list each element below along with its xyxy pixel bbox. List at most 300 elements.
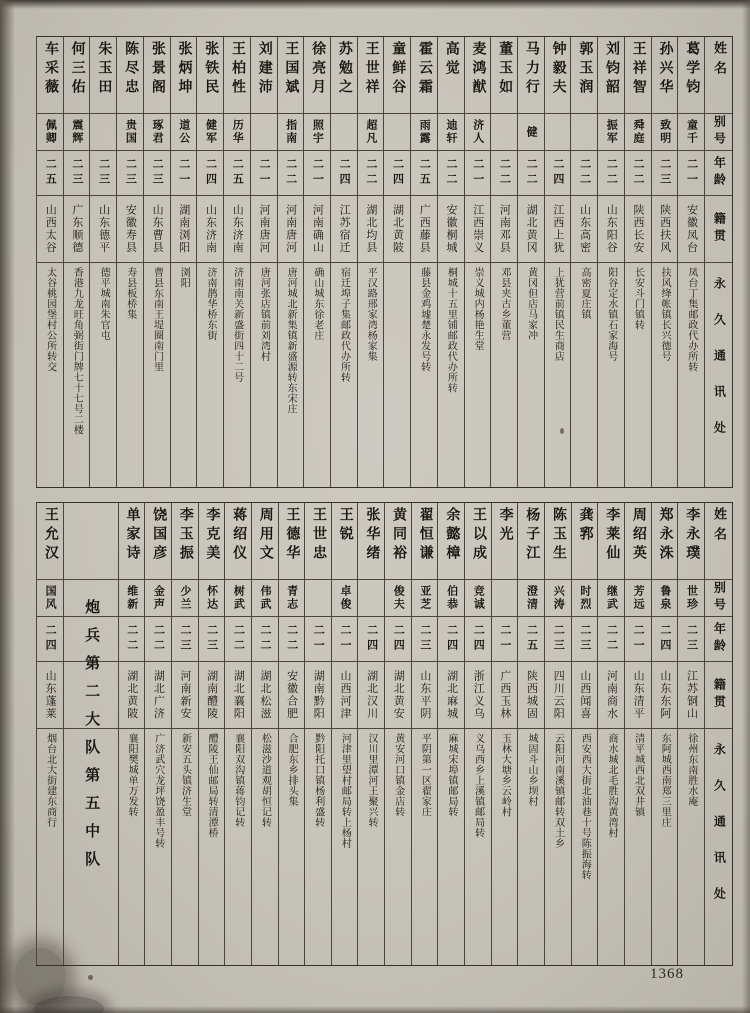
- person-address: 义乌西乡上溪镇邮局转: [472, 733, 484, 838]
- field-label-native-cell: [705, 196, 732, 263]
- native-place-cell: [278, 196, 304, 263]
- person-address: 德平城南朱官屯: [98, 267, 110, 341]
- person-native-place: 江西崇义: [471, 204, 484, 254]
- person-age: 二五: [525, 624, 538, 654]
- name-cell: [438, 37, 464, 114]
- address-cell: [199, 729, 225, 965]
- person-age: 二三: [578, 624, 591, 654]
- person-address: 济南南关新盛街四十二号: [231, 267, 243, 383]
- person-age: 二二: [498, 158, 511, 188]
- field-label-address: 永久通讯处: [712, 743, 727, 923]
- register-column: [517, 37, 544, 487]
- address-cell: [572, 729, 598, 965]
- person-name: 黄同裕: [391, 507, 406, 564]
- person-address: 商水城北毛胜沟黄湾村: [605, 733, 617, 838]
- person-alias: 指南: [284, 119, 297, 145]
- person-alias: 国风: [44, 585, 57, 611]
- ink-speck: [88, 975, 93, 980]
- person-age: 二四: [658, 624, 671, 654]
- person-address: 烟台北大街建东商行: [44, 733, 56, 828]
- field-label-alias-cell: [705, 114, 732, 151]
- person-native-place: 安徽凤台: [685, 204, 698, 254]
- age-cell: [438, 617, 464, 662]
- address-cell: [90, 263, 116, 487]
- person-name: 李光: [497, 507, 513, 545]
- age-cell: [358, 151, 384, 196]
- name-cell: [491, 37, 517, 114]
- unit-designation-column: [63, 503, 118, 965]
- person-address: 麻城宋埠镇邮局转: [446, 733, 458, 817]
- person-native-place: 湖北均县: [364, 204, 377, 254]
- age-cell: [598, 151, 624, 196]
- address-cell: [571, 263, 597, 487]
- alias-cell: [491, 114, 517, 151]
- age-cell: [37, 617, 63, 662]
- native-place-cell: [411, 196, 437, 263]
- person-name: 郭玉润: [577, 41, 593, 98]
- name-cell: [278, 37, 304, 114]
- address-cell: [545, 729, 571, 965]
- register-column: [517, 503, 544, 965]
- register-column: [224, 503, 251, 965]
- register-column: [571, 503, 598, 965]
- name-cell: [171, 37, 197, 114]
- native-place-cell: [145, 662, 171, 729]
- bottom-register-table: [36, 502, 733, 966]
- address-cell: [305, 729, 331, 965]
- person-age: 二三: [151, 158, 164, 188]
- register-column: [36, 503, 63, 965]
- field-label-name-cell: [705, 37, 732, 114]
- person-age: 二三: [179, 624, 192, 654]
- name-cell: [144, 37, 170, 114]
- person-name: 李玉振: [177, 507, 193, 564]
- person-native-place: 河南唐河: [257, 204, 270, 254]
- address-cell: [598, 263, 624, 487]
- person-alias: 超凡: [364, 119, 377, 145]
- native-place-cell: [37, 662, 63, 729]
- person-address: 襄阳双沟镇蒋钧记转: [232, 733, 244, 828]
- person-native-place: 湖北黄安: [392, 670, 405, 720]
- register-column: [251, 503, 278, 965]
- register-column: [357, 503, 384, 965]
- field-label-address: 永久通讯处: [712, 277, 727, 457]
- name-cell: [545, 503, 571, 580]
- person-name: 麦鸿猷: [470, 41, 486, 98]
- person-name: 郑永洙: [657, 507, 673, 564]
- register-column: [303, 37, 330, 487]
- person-name: 王允汉: [42, 507, 58, 564]
- person-alias: 济人: [471, 119, 484, 145]
- person-native-place: 广东顺德: [70, 204, 83, 254]
- person-native-place: 河南商水: [605, 670, 618, 720]
- person-age: 二二: [444, 158, 457, 188]
- field-header-column: [704, 503, 732, 965]
- register-column: [357, 37, 384, 487]
- name-cell: [411, 37, 437, 114]
- person-name: 王世祥: [363, 41, 379, 98]
- name-cell: [305, 503, 331, 580]
- person-alias: 伯恭: [445, 585, 458, 611]
- person-name: 车采薇: [42, 41, 58, 98]
- person-age: 二三: [124, 158, 137, 188]
- age-cell: [518, 617, 544, 662]
- name-cell: [652, 37, 678, 114]
- person-alias: 继武: [605, 585, 618, 611]
- age-cell: [37, 151, 63, 196]
- age-cell: [304, 151, 330, 196]
- alias-cell: [64, 114, 90, 151]
- address-cell: [438, 729, 464, 965]
- register-column: [464, 503, 491, 965]
- person-address: 黄安河口镇金店转: [392, 733, 404, 817]
- register-column: [277, 37, 304, 487]
- alias-cell: [385, 580, 411, 617]
- person-alias: 贵国: [124, 119, 137, 145]
- native-place-cell: [171, 196, 197, 263]
- native-place-cell: [652, 662, 678, 729]
- address-cell: [197, 263, 223, 487]
- person-age: 二二: [525, 158, 538, 188]
- person-age: 二一: [312, 624, 325, 654]
- name-cell: [438, 503, 464, 580]
- address-cell: [545, 263, 571, 487]
- address-cell: [465, 729, 491, 965]
- age-cell: [145, 617, 171, 662]
- age-cell: [225, 617, 251, 662]
- register-column: [330, 37, 357, 487]
- alias-cell: [438, 580, 464, 617]
- native-place-cell: [225, 662, 251, 729]
- age-cell: [251, 151, 277, 196]
- register-column: [118, 503, 145, 965]
- name-cell: [465, 503, 491, 580]
- age-cell: [358, 617, 384, 662]
- native-place-cell: [64, 196, 90, 263]
- person-age: 二一: [311, 158, 324, 188]
- person-address: 浏阳: [178, 267, 190, 288]
- age-cell: [197, 151, 223, 196]
- name-cell: [304, 37, 330, 114]
- alias-cell: [625, 114, 651, 151]
- person-native-place: 安徽合肥: [285, 670, 298, 720]
- person-alias: 振军: [605, 119, 618, 145]
- alias-cell: [304, 114, 330, 151]
- alias-cell: [172, 580, 198, 617]
- native-place-cell: [358, 662, 384, 729]
- name-cell: [225, 503, 251, 580]
- person-name: 刘建沛: [256, 41, 272, 98]
- scan-shadow-right: [742, 0, 750, 1013]
- register-column: [677, 503, 704, 965]
- native-place-cell: [492, 662, 518, 729]
- person-name: 王锐: [337, 507, 353, 545]
- age-cell: [172, 617, 198, 662]
- age-cell: [545, 617, 571, 662]
- age-cell: [385, 617, 411, 662]
- person-alias: 芳远: [632, 585, 645, 611]
- person-address: 高密夏庄镇: [579, 267, 591, 320]
- register-column: [411, 503, 438, 965]
- age-cell: [625, 151, 651, 196]
- alias-cell: [465, 114, 491, 151]
- address-cell: [171, 263, 197, 487]
- name-cell: [492, 503, 518, 580]
- register-column: [144, 503, 171, 965]
- person-native-place: 安徽桐城: [444, 204, 457, 254]
- register-column: [624, 37, 651, 487]
- age-cell: [465, 617, 491, 662]
- native-place-cell: [279, 662, 305, 729]
- address-cell: [412, 729, 438, 965]
- person-address: 桐城十五里铺邮政代办所转: [445, 267, 457, 393]
- person-age: 二五: [44, 158, 57, 188]
- person-native-place: 湖北黄陂: [125, 670, 138, 720]
- age-cell: [144, 151, 170, 196]
- field-label-age-cell: [705, 617, 732, 662]
- name-cell: [465, 37, 491, 114]
- person-alias: 竞诚: [472, 585, 485, 611]
- person-address: 济南鹊华桥东街: [204, 267, 216, 341]
- register-column: [464, 37, 491, 487]
- person-alias: 健: [525, 125, 538, 139]
- person-native-place: 湖北汉川: [365, 670, 378, 720]
- person-alias: 卓俊: [338, 585, 351, 611]
- person-address: 东阿城西南郑三里庄: [659, 733, 671, 828]
- person-native-place: 山东德平: [97, 204, 110, 254]
- person-address: 唐河城北新集镇新盛源转东宋庄: [285, 267, 297, 414]
- name-cell: [224, 37, 250, 114]
- person-alias: 历华: [231, 119, 244, 145]
- age-cell: [465, 151, 491, 196]
- register-column: [143, 37, 170, 487]
- alias-cell: [412, 580, 438, 617]
- register-column: [597, 503, 624, 965]
- name-cell: [37, 37, 63, 114]
- register-column: [196, 37, 223, 487]
- person-name: 葛学钧: [684, 41, 700, 98]
- person-address: 新安五头镇济生堂: [179, 733, 191, 817]
- person-address: 长安斗门镇转: [632, 267, 644, 330]
- age-cell: [119, 617, 145, 662]
- address-cell: [64, 263, 90, 487]
- alias-cell: [598, 580, 624, 617]
- register-column: [544, 37, 571, 487]
- alias-cell: [571, 114, 597, 151]
- person-age: 二四: [44, 624, 57, 654]
- field-label-native-cell: [705, 662, 732, 729]
- person-native-place: 四川云阳: [552, 670, 565, 720]
- person-name: 霍云霜: [417, 41, 432, 98]
- address-cell: [492, 729, 518, 965]
- native-place-cell: [305, 662, 331, 729]
- register-column: [677, 37, 704, 487]
- person-alias: 少兰: [179, 585, 192, 611]
- person-age: 二二: [258, 624, 271, 654]
- alias-cell: [652, 580, 678, 617]
- person-age: 二三: [418, 624, 431, 654]
- native-place-cell: [678, 196, 704, 263]
- person-address: 襄阳樊城单万发转: [126, 733, 138, 817]
- native-place-cell: [332, 662, 358, 729]
- alias-cell: [305, 580, 331, 617]
- person-address: 广济武穴龙坪饶盈丰号转: [152, 733, 164, 849]
- person-age: 二四: [391, 158, 404, 188]
- field-label-alias: 别号: [712, 115, 727, 149]
- field-label-address-cell: [705, 729, 732, 965]
- alias-cell: [652, 114, 678, 151]
- alias-cell: [252, 580, 278, 617]
- person-address: 云阳河南溪镇邮转双土乡: [552, 733, 564, 849]
- person-native-place: 广西藤县: [418, 204, 431, 254]
- address-cell: [678, 729, 704, 965]
- person-age: 二三: [97, 158, 110, 188]
- name-cell: [251, 37, 277, 114]
- person-address: 太谷桃园堡村公所转交: [44, 267, 56, 372]
- person-name: 孙兴华: [657, 41, 673, 98]
- native-place-cell: [199, 662, 225, 729]
- age-cell: [384, 151, 410, 196]
- person-age: 二三: [685, 624, 698, 654]
- native-place-cell: [465, 662, 491, 729]
- address-cell: [251, 263, 277, 487]
- person-name: 王德华: [284, 507, 300, 564]
- age-cell: [678, 151, 704, 196]
- person-name: 单家诗: [124, 507, 140, 564]
- person-native-place: 山东济南: [204, 204, 217, 254]
- age-cell: [278, 151, 304, 196]
- person-native-place: 山东东阿: [658, 670, 671, 720]
- register-column: [437, 503, 464, 965]
- field-label-native: 籍贯: [712, 212, 727, 246]
- empty-cell: [64, 503, 118, 580]
- name-cell: [412, 503, 438, 580]
- person-age: 二四: [472, 624, 485, 654]
- person-alias: 树武: [232, 585, 245, 611]
- age-cell: [625, 617, 651, 662]
- person-alias: 迪轩: [444, 119, 457, 145]
- name-cell: [197, 37, 223, 114]
- name-cell: [678, 37, 704, 114]
- person-alias: 舜庭: [632, 119, 645, 145]
- person-name: 陈玉生: [550, 507, 566, 564]
- register-column: [384, 503, 411, 965]
- name-cell: [279, 503, 305, 580]
- person-native-place: 陕西扶风: [658, 204, 671, 254]
- person-native-place: 江苏宿迁: [338, 204, 351, 254]
- person-alias: 俊夫: [392, 585, 405, 611]
- page-number: 1368: [650, 966, 684, 982]
- register-column: [171, 503, 198, 965]
- alias-cell: [384, 114, 410, 151]
- address-cell: [358, 263, 384, 487]
- age-cell: [571, 151, 597, 196]
- register-column: [170, 37, 197, 487]
- person-age: 二四: [338, 158, 351, 188]
- native-place-cell: [438, 662, 464, 729]
- alias-cell: [518, 114, 544, 151]
- person-address: 黔阳托口镇杨利盛转: [312, 733, 324, 828]
- register-column: [36, 37, 63, 487]
- person-alias: 青志: [285, 585, 298, 611]
- alias-cell: [279, 580, 305, 617]
- person-native-place: 山东平阴: [418, 670, 431, 720]
- age-cell: [90, 151, 116, 196]
- native-place-cell: [331, 196, 357, 263]
- person-age: 二一: [632, 624, 645, 654]
- alias-cell: [117, 114, 143, 151]
- person-native-place: 湖南浏阳: [177, 204, 190, 254]
- register-column: [89, 37, 116, 487]
- person-name: 朱玉田: [96, 41, 112, 98]
- person-age: 二五: [231, 158, 244, 188]
- person-alias: 亚芝: [418, 585, 431, 611]
- person-age: 二二: [285, 624, 298, 654]
- age-cell: [678, 617, 704, 662]
- age-cell: [652, 617, 678, 662]
- address-cell: [652, 263, 678, 487]
- field-label-alias-cell: [705, 580, 732, 617]
- native-place-cell: [545, 196, 571, 263]
- person-age: 二三: [552, 624, 565, 654]
- scan-shadow-top: [0, 0, 750, 9]
- age-cell: [252, 617, 278, 662]
- alias-cell: [598, 114, 624, 151]
- person-age: 二一: [471, 158, 484, 188]
- person-age: 二四: [445, 624, 458, 654]
- person-native-place: 山西闻喜: [578, 670, 591, 720]
- address-cell: [37, 263, 63, 487]
- scan-shadow-bottom: [0, 1006, 750, 1013]
- person-native-place: 湖北广济: [152, 670, 165, 720]
- person-name: 饶国彦: [151, 507, 167, 564]
- alias-cell: [518, 580, 544, 617]
- name-cell: [252, 503, 278, 580]
- age-cell: [224, 151, 250, 196]
- alias-cell: [199, 580, 225, 617]
- address-cell: [625, 729, 651, 965]
- person-alias: 琢君: [151, 119, 164, 145]
- native-place-cell: [625, 196, 651, 263]
- name-cell: [678, 503, 704, 580]
- name-cell: [385, 503, 411, 580]
- person-native-place: 湖北襄阳: [232, 670, 245, 720]
- person-age: 二一: [177, 158, 190, 188]
- person-name: 钟毅夫: [550, 41, 566, 98]
- person-native-place: 湖北黄陂: [391, 204, 404, 254]
- register-column: [304, 503, 331, 965]
- person-native-place: 河南确山: [311, 204, 324, 254]
- age-cell: [411, 151, 437, 196]
- person-name: 张铁民: [203, 41, 219, 98]
- native-place-cell: [625, 662, 651, 729]
- address-cell: [652, 729, 678, 965]
- name-cell: [358, 37, 384, 114]
- address-cell: [438, 263, 464, 487]
- person-name: 张景阁: [149, 41, 165, 98]
- alias-cell: [545, 580, 571, 617]
- age-cell: [199, 617, 225, 662]
- alias-cell: [144, 114, 170, 151]
- native-place-cell: [571, 196, 597, 263]
- person-age: 二二: [632, 158, 645, 188]
- person-age: 二二: [284, 158, 297, 188]
- person-name: 余懿樟: [444, 507, 460, 564]
- address-cell: [518, 729, 544, 965]
- person-age: 二一: [338, 624, 351, 654]
- native-place-cell: [119, 662, 145, 729]
- name-cell: [598, 37, 624, 114]
